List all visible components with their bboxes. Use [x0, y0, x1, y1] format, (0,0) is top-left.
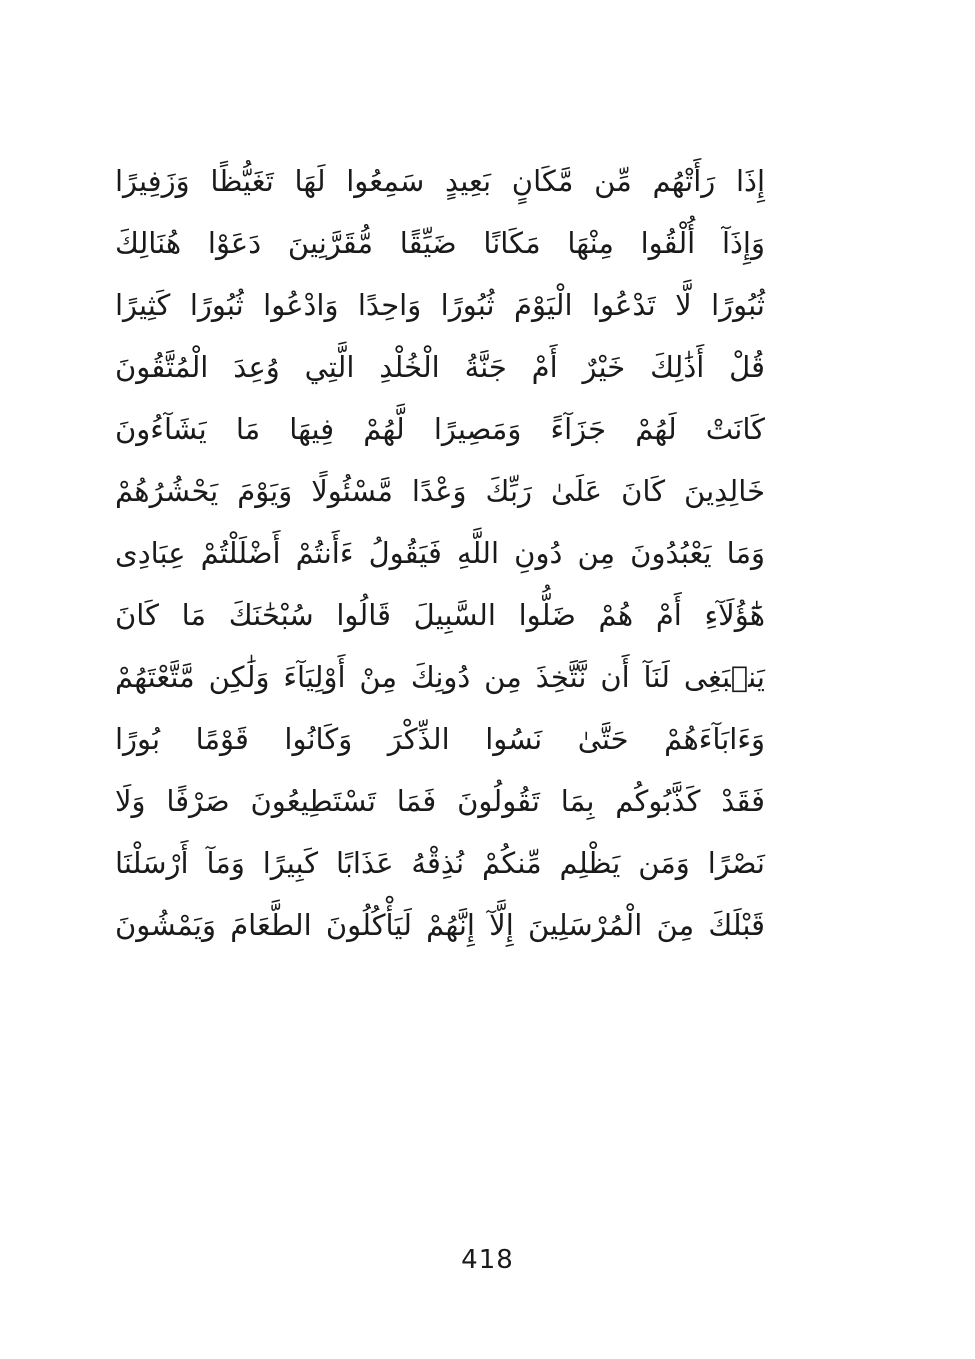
quran-line: يَنۢبَغِى لَنَآ أَن نَّتَّخِذَ مِن دُونِكَ مِنْ أَوْلِيَآءَ وَلَٰكِن مَّتَّعْتَهُمْ [115, 660, 765, 694]
quran-line: هَٰٓؤُلَآءِ أَمْ هُمْ ضَلُّوا السَّبِيلَ قَالُوا سُبْحَٰنَكَ مَا كَانَ [115, 598, 765, 632]
quran-line: قَبْلَكَ مِنَ الْمُرْسَلِينَ إِلَّآ إِنَّهُمْ لَيَأْكُلُونَ الطَّعَامَ وَيَمْشُونَ [115, 908, 765, 942]
quran-line: قُلْ أَذَٰلِكَ خَيْرٌ أَمْ جَنَّةُ الْخُلْدِ الَّتِي وُعِدَ الْمُتَّقُونَ [115, 350, 765, 384]
quran-line: فَقَدْ كَذَّبُوكُم بِمَا تَقُولُونَ فَمَا تَسْتَطِيعُونَ صَرْفًا وَلَا [115, 784, 765, 818]
quran-line: خَالِدِينَ كَانَ عَلَىٰ رَبِّكَ وَعْدًا مَّسْئُولًا وَيَوْمَ يَحْشُرُهُمْ [115, 474, 765, 508]
quran-line: نَصْرًا وَمَن يَظْلِم مِّنكُمْ نُذِقْهُ عَذَابًا كَبِيرًا وَمَآ أَرْسَلْنَا [115, 846, 765, 880]
quran-line: وَءَابَآءَهُمْ حَتَّىٰ نَسُوا الذِّكْرَ وَكَانُوا قَوْمًا بُورًا [115, 722, 765, 756]
page-number: 418 [461, 1245, 514, 1275]
quran-text-block [115, 150, 765, 956]
quran-line: إِذَا رَأَتْهُم مِّن مَّكَانٍ بَعِيدٍ سَمِعُوا لَهَا تَغَيُّظًا وَزَفِيرًا [115, 164, 765, 198]
quran-line: وَإِذَآ أُلْقُوا مِنْهَا مَكَانًا ضَيِّقًا مُّقَرَّنِينَ دَعَوْا هُنَالِكَ [115, 226, 765, 260]
quran-line: ثُبُورًا لَّا تَدْعُوا الْيَوْمَ ثُبُورًا وَاحِدًا وَادْعُوا ثُبُورًا كَثِيرًا [115, 288, 765, 322]
quran-line: وَمَا يَعْبُدُونَ مِن دُونِ اللَّهِ فَيَقُولُ ءَأَنتُمْ أَضْلَلْتُمْ عِبَادِى [115, 536, 765, 570]
quran-line: كَانَتْ لَهُمْ جَزَآءً وَمَصِيرًا لَّهُمْ فِيهَا مَا يَشَآءُونَ [115, 412, 765, 446]
